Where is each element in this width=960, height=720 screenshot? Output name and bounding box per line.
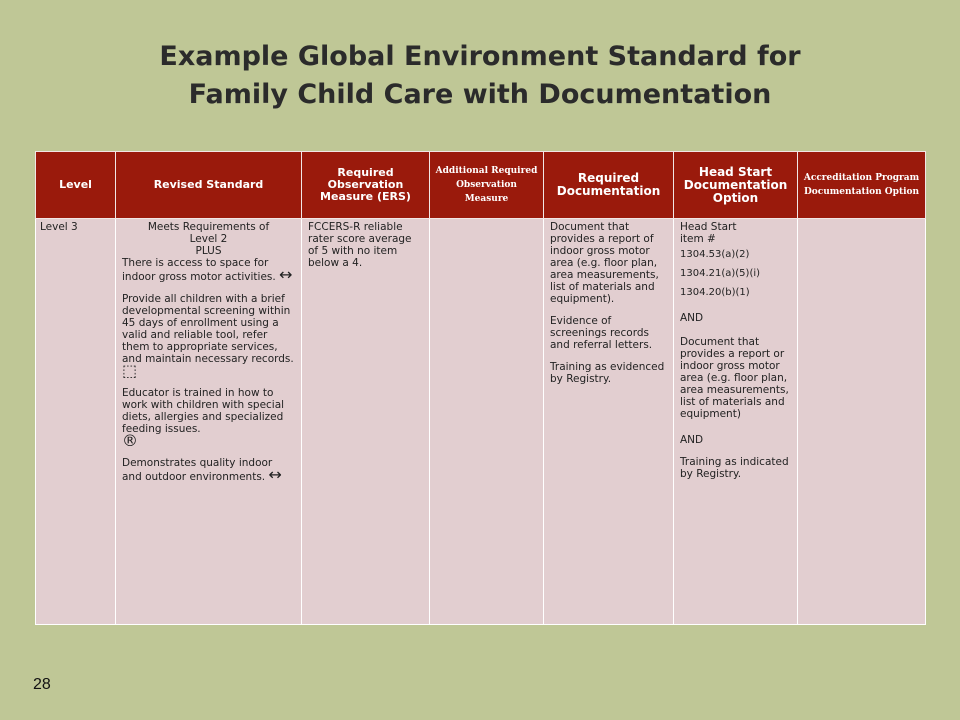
standard-item-3-text: Educator is trained in how to work with children with special diets, allergies and specialized feeding issues. bbox=[122, 387, 285, 435]
title-line-2: Family Child Care with Documentation bbox=[188, 79, 772, 110]
documentation-p3: Training as evidenced by Registry. bbox=[550, 361, 665, 385]
page-number: 28 bbox=[33, 676, 51, 693]
registered-icon: ® bbox=[122, 431, 138, 450]
header-revised-standard: Revised Standard bbox=[116, 152, 302, 219]
documentation-cell bbox=[544, 219, 674, 625]
header-observation-measure: Required Observation Measure (ERS) bbox=[302, 152, 430, 219]
header-accreditation-option: Accreditation Program Documentation Option bbox=[798, 152, 926, 219]
level-cell: Level 3 bbox=[36, 219, 116, 625]
standard-item-2-text: Provide all children with a brief developmental screening within 45 days of enrollment using a valid and reliable tool, refer them to appropriate services, and maintain necessary records. bbox=[122, 293, 294, 365]
header-level: Level bbox=[36, 152, 116, 219]
header-required-documentation: Required Documentation bbox=[544, 152, 674, 219]
head-start-code-1: 1304.53(a)(2) bbox=[680, 249, 750, 260]
head-start-line-2: item # bbox=[680, 233, 716, 245]
additional-measure-cell bbox=[430, 219, 544, 625]
standard-intro-3: PLUS bbox=[195, 245, 222, 257]
head-start-code-3: 1304.20(b)(1) bbox=[680, 287, 750, 298]
head-start-and-2: AND bbox=[680, 434, 704, 446]
two-way-arrow-icon: ↔ bbox=[279, 265, 293, 284]
standard-item-4-text: Demonstrates quality indoor and outdoor environments. bbox=[122, 457, 273, 483]
standard-item-1-text: There is access to space for indoor gross motor activities. bbox=[122, 257, 276, 283]
standard-item-4 bbox=[122, 457, 295, 483]
screening-box-icon: ⬚ bbox=[122, 361, 138, 380]
standard-item-3 bbox=[122, 387, 295, 450]
head-start-cell bbox=[674, 219, 798, 625]
documentation-p2: Evidence of screenings records and referral letters. bbox=[550, 315, 653, 351]
standard-item-1 bbox=[122, 257, 295, 283]
revised-standard-cell bbox=[116, 219, 302, 625]
standard-intro-1: Meets Requirements of bbox=[147, 221, 270, 233]
head-start-p3: Training as indicated by Registry. bbox=[680, 456, 789, 480]
accreditation-cell bbox=[798, 219, 926, 625]
standard-intro-2: Level 2 bbox=[189, 233, 228, 245]
head-start-p2: Document that provides a report or indoor gross motor area (e.g. floor plan, area measurements, list of materials and equipment) bbox=[680, 336, 789, 420]
standards-table bbox=[35, 151, 926, 625]
head-start-code-2: 1304.21(a)(5)(i) bbox=[680, 268, 761, 279]
ers-cell: FCCERS-R reliable rater score average of 5 with no item below a 4. bbox=[302, 219, 430, 625]
header-additional-measure: Additional Required Observation Measure bbox=[430, 152, 544, 219]
title-line-1: Example Global Environment Standard for bbox=[159, 41, 801, 72]
two-way-arrow-icon: ↔ bbox=[268, 465, 282, 484]
slide-title bbox=[0, 38, 960, 114]
header-row bbox=[36, 152, 926, 219]
standard-item-2 bbox=[122, 293, 295, 380]
header-head-start-option: Head Start Documentation Option bbox=[674, 152, 798, 219]
head-start-line-1: Head Start bbox=[680, 221, 737, 233]
table-row bbox=[36, 219, 926, 625]
head-start-and-1: AND bbox=[680, 312, 704, 324]
documentation-p1: Document that provides a report of indoor gross motor area (e.g. floor plan, area measurements, list of materials and equipment). bbox=[550, 221, 659, 305]
